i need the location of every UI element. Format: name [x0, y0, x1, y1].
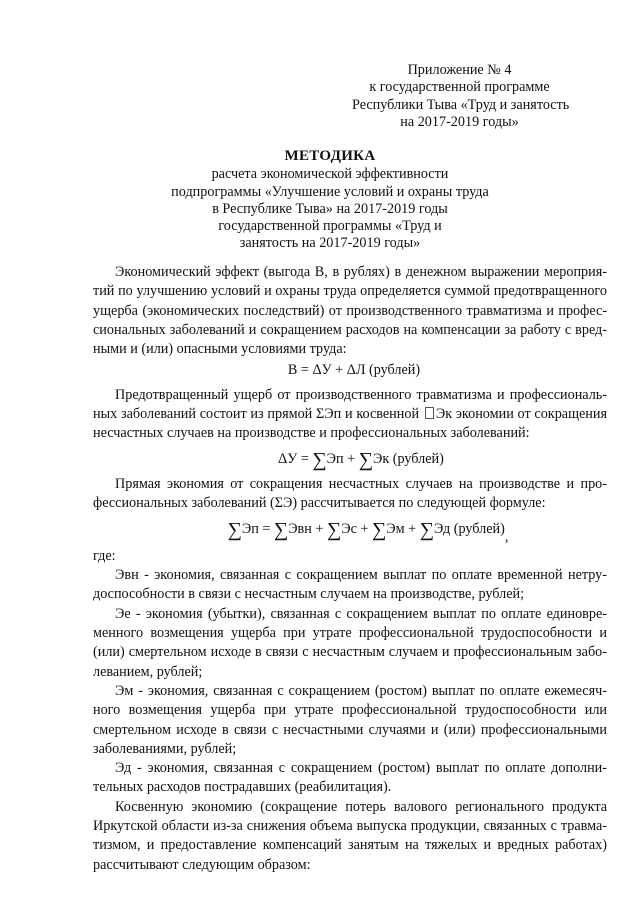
paragraph-indirect-savings	[93, 798, 607, 875]
sigma-icon: ∑	[227, 518, 242, 541]
text-line: Эе - экономия (убытки), связанная с сокращением выплат по оплате единовре-	[115, 605, 607, 622]
missing-glyph-icon	[425, 407, 434, 419]
formula-term: ΔУ =	[278, 450, 313, 467]
text-line: сиональных заболеваний и сокращением расходов на компенсации за работу с вред-	[93, 321, 607, 338]
definition-es	[93, 605, 607, 682]
text-line: Эвн - экономия, связанная с сокращением выплат по оплате временной нетру-	[115, 567, 607, 584]
sigma-icon: ∑	[371, 518, 387, 541]
formula-term: Эм +	[386, 520, 420, 537]
appendix-line: Республики Тыва «Труд и занятость	[352, 96, 570, 113]
formula-direct-savings	[93, 520, 607, 547]
text-line: леванием, рублей;	[93, 663, 203, 680]
text-line: заболеваниями, рублей;	[93, 740, 237, 757]
text-fragment: ных заболеваний состоит из прямой ΣЭп и косвенной	[93, 406, 420, 423]
text-line: Эд - экономия, связанная с сокращением (ростом) выплат по оплате дополни-	[115, 760, 607, 777]
text-line: Экономический эффект (выгода В, в рублях) в денежном выражении мероприя-	[115, 264, 607, 280]
formula-term: Эк (рублей)	[372, 450, 444, 467]
appendix-header	[352, 62, 570, 131]
formula-benefit: В = ΔУ + ΔЛ (рублей)	[287, 362, 421, 379]
appendix-line: на 2017-2019 годы»	[400, 113, 519, 130]
text-line: тизмом, и предоставление компенсаций занятым на тяжелых и вредных работах)	[93, 837, 607, 854]
text-line: Иркутской области из-за снижения объема выпуска продукции, связанных с травма-	[93, 818, 607, 835]
formula-term: Эвн +	[288, 520, 327, 537]
text-line	[93, 405, 607, 424]
text-line: несчастных случаев на производстве и профессиональных заболеваний:	[93, 425, 530, 442]
text-line: рассчитывают следующим образом:	[93, 856, 311, 873]
title-line: государственной программы «Труд и	[218, 218, 442, 235]
text-fragment: Эк экономии от сокращения	[435, 406, 608, 423]
text-line: менного возмещения ущерба при утрате профессиональной трудоспособности и	[93, 625, 607, 642]
title-line: подпрограммы «Улучшение условий и охраны труда	[171, 183, 489, 200]
text-line: смертельном исходе в связи с несчастными случаями и (или) профессиональными	[93, 721, 607, 738]
definition-evn	[93, 566, 607, 605]
text-line: доспособности в связи с несчастным случаем на производстве, рублей;	[93, 586, 525, 603]
text-line: Предотвращенный ущерб от производственного травматизма и профессиональ-	[115, 386, 607, 403]
formula-comma: ,	[504, 528, 509, 545]
text-line: ущерба (экономических последствий) от производственного травматизма и профес-	[93, 302, 607, 319]
sigma-icon: ∑	[312, 448, 327, 471]
paragraph-effect	[93, 263, 607, 359]
formula-term: Эд (рублей)	[433, 520, 505, 537]
title-line: в Республике Тыва» на 2017-2019 годы	[212, 200, 448, 217]
text-line: (или) смертельном исходе в связи с несчастным случаем и профессиональным забо-	[93, 644, 607, 661]
appendix-line: к государственной программе	[369, 79, 550, 96]
formula-term: Эс +	[341, 520, 372, 537]
sigma-icon: ∑	[358, 448, 373, 471]
title-line: занятость на 2017-2019 годы»	[239, 235, 421, 252]
paragraph-direct-savings	[93, 475, 607, 514]
document-title: МЕТОДИКА	[284, 148, 376, 164]
text-line: тий по улучшению условий и охраны труда определяется суммой предотвращенного	[93, 283, 607, 300]
appendix-line: Приложение № 4	[407, 62, 512, 78]
text-line: Эм - экономия, связанная с сокращением (ростом) выплат по оплате ежемесяч-	[115, 682, 607, 699]
text-line: фессиональных заболеваний (ΣЭ) рассчитывается по следующей формуле:	[93, 495, 546, 512]
definition-ed	[93, 759, 607, 798]
sigma-icon: ∑	[326, 518, 342, 541]
text-line: Прямая экономия от сокращения несчастных случаев на производстве и про-	[115, 475, 607, 492]
text-line: тельных расходов пострадавших (реабилитация).	[93, 779, 392, 796]
text-line: Косвенную экономию (сокращение потерь валового регионального продукта	[115, 798, 607, 815]
formula-damage	[93, 450, 607, 469]
paragraph-prevented-damage	[93, 386, 607, 444]
formula-term: Эп +	[326, 450, 359, 467]
text-line: ного возмещения ущерба при утрате профессиональной трудоспособности или	[93, 702, 607, 719]
title-line: расчета экономической эффективности	[211, 166, 449, 183]
text-line: ными и (или) опасными условиями труда:	[93, 341, 347, 358]
sigma-icon: ∑	[273, 518, 289, 541]
where-label: где:	[93, 547, 116, 564]
sigma-icon: ∑	[419, 518, 434, 541]
definition-em	[93, 682, 607, 759]
formula-term: Эп =	[241, 520, 274, 537]
title-block	[120, 148, 540, 253]
document-body	[93, 263, 607, 875]
